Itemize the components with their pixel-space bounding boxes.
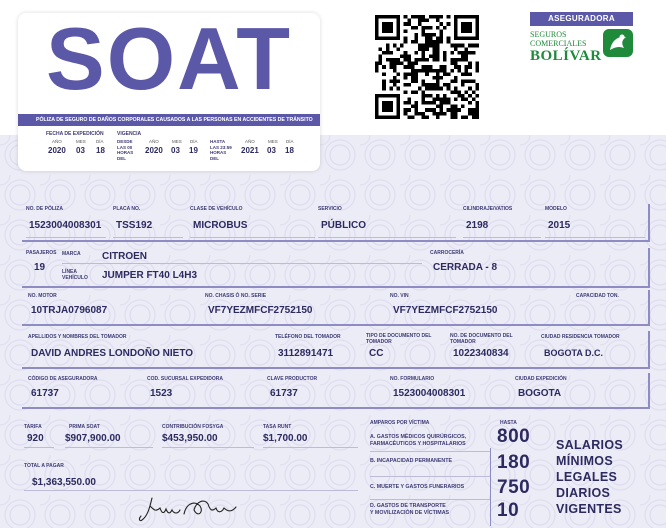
soat-logo: SOAT [46,9,292,108]
tipo-doc-label: TIPO DE DOCUMENTO DEL TOMADOR [366,333,432,345]
hasta-ano: 2021 [241,146,259,155]
modelo-label: MODELO [545,206,567,212]
clave-prod-value: 61737 [270,388,298,399]
soat-logo-card [18,9,320,171]
ano-label: AÑO [52,139,62,144]
amparo-d-label1: D. GASTOS DE TRANSPORTE [370,503,446,509]
tarifa-label: TARIFA [24,424,42,430]
vin-value: VF7YEZMFCF2752150 [393,305,498,316]
ciudad-res-value: BOGOTA D.C. [544,348,603,358]
vin-label: NO. VIN [390,293,409,299]
hasta-mes: 03 [267,146,276,155]
modelo-value: 2015 [548,220,571,231]
policy-description: PÓLIZA DE SEGURO DE DAÑOS CORPORALES CAUSADOS A LAS PERSONAS EN ACCIDENTES DE TRÁNSITO [18,114,320,126]
cilindraje-label: CILINDRAJE/VATIOS [463,206,513,212]
divider [370,476,490,477]
linea-value: JUMPER FT40 L4H3 [102,270,198,281]
num-doc-value: 1022340834 [453,348,509,359]
divider [370,499,490,500]
bolivar-emblem-icon [602,28,634,58]
motor-label: NO. MOTOR [28,293,57,299]
field-total [24,463,358,491]
insurer-line2: COMERCIALES [530,39,587,48]
field-runt [263,424,358,448]
chasis-value: VF7YEZMFCF2752150 [208,305,313,316]
chasis-label: NO. CHASIS Ó NO. SERIE [205,293,267,299]
poliza-value: 1523004008301 [29,220,102,231]
marca-value: CITROEN [102,251,147,262]
amparo-d-label2: Y MOVILIZACIÓN DE VÍCTIMAS [370,510,450,516]
prima-label: PRIMA SOAT [69,424,100,430]
amparo-a-label2: FARMACÉUTICOS Y HOSPITALARIOS [370,441,466,447]
amparo-d-value: 10 [497,500,520,521]
ciudad-exp-value: BOGOTA [518,388,562,399]
signature [138,492,248,526]
servicio-value: PÚBLICO [321,220,366,231]
tomador-value: DAVID ANDRES LONDOÑO NIETO [31,348,194,359]
placa-value: TSS192 [116,220,153,231]
amparo-d [370,503,449,517]
amparo-a [370,434,466,448]
total-label: TOTAL A PAGAR [24,463,64,469]
contribucion-value: $453,950.00 [162,433,218,444]
unit-line: MÍNIMOS [556,454,613,468]
row-box [22,204,650,242]
runt-value: $1,700.00 [263,433,308,444]
desde-ano: 2020 [145,146,163,155]
insurer-line1: SEGUROS [530,30,567,39]
cilindraje-value: 2198 [466,220,489,231]
insurer-name: BOLÍVAR [530,48,602,64]
unit-line: SALARIOS [556,438,623,452]
pasajeros-value: 19 [34,262,46,273]
linea-label: LÍNEA VEHÍCULO [62,269,88,281]
field-contribucion [162,424,254,448]
desde-dia: 19 [189,146,198,155]
expedicion-mes: 03 [76,146,85,155]
amparo-divider [490,448,491,526]
placa-label: PLACA NO. [113,206,141,212]
amparo-c-label1: C. MUERTE Y GASTOS FUNERARIOS [370,484,465,490]
divider [370,451,490,452]
motor-value: 10TRJA0796087 [31,305,108,316]
dia-label: DÍA [190,139,198,144]
amparo-c-value: 750 [497,477,531,498]
amparo-b-label1: B. INCAPACIDAD PERMANENTE [370,458,453,464]
carroceria-label: CARROCERÍA [430,250,464,256]
cod-suc-value: 1523 [150,388,173,399]
ano-label: AÑO [149,139,159,144]
mes-label: MES [268,139,278,144]
formulario-label: NO. FORMULARIO [390,376,435,382]
telefono-value: 3112891471 [278,348,334,359]
contribucion-label: CONTRIBUCIÓN FOSYGA [162,424,224,430]
num-doc-label: NO. DE DOCUMENTO DEL TOMADOR [450,333,513,345]
mes-label: MES [172,139,182,144]
runt-label: TASA RUNT [263,424,292,430]
prima-value: $907,900.00 [65,433,121,444]
marca-label: MARCA [62,251,81,257]
poliza-label: NO. DE PÓLIZA [26,206,63,212]
amparo-a-label1: A. GASTOS MÉDICOS QUIRÚRGICOS, [370,434,467,440]
row-box [22,290,650,326]
telefono-label: TELÉFONO DEL TOMADOR [275,334,341,340]
capacidad-label: CAPACIDAD TON. [576,293,619,299]
mes-label: MES [76,139,86,144]
cod-aseg-value: 61737 [31,388,59,399]
amparo-c [370,484,464,491]
expedicion-ano: 2020 [48,146,66,155]
hasta-label: HASTA [500,420,517,426]
row-box [22,373,650,409]
salarios-minimos-unit [556,437,623,517]
clase-label: CLASE DE VEHÍCULO [190,206,243,212]
aseguradora-band: ASEGURADORA [530,12,633,26]
amparos-title: AMPAROS POR VÍCTIMA [370,420,430,426]
field-tarifa [24,424,54,448]
vigencia-label: VIGENCIA [117,131,142,137]
ano-label: AÑO [245,139,255,144]
expedicion-dia: 18 [96,146,105,155]
carroceria-value: CERRADA - 8 [433,262,498,273]
desde-label: DESDE LAS 00 HORAS DEL [117,139,134,161]
unit-line: LEGALES [556,470,618,484]
hasta-label: HASTA LAS 23:59 HORAS DEL [210,139,232,161]
hasta-dia: 18 [285,146,294,155]
cod-suc-label: COD. SUCURSAL EXPEDIDORA [147,376,224,382]
desde-mes: 03 [171,146,180,155]
fecha-expedicion-label: FECHA DE EXPEDICIÓN [46,131,104,137]
pasajeros-label: PASAJEROS [26,250,57,256]
dia-label: DÍA [286,139,294,144]
amparo-b-value: 180 [497,452,531,473]
row-box [22,248,650,288]
dia-label: DÍA [96,139,104,144]
tarifa-value: 920 [27,433,44,444]
field-prima [65,424,153,448]
amparo-b [370,458,452,465]
insurer-logo-text [530,30,602,64]
tipo-doc-value: CC [369,348,384,359]
clase-value: MICROBUS [193,220,248,231]
tomador-label: APELLIDOS Y NOMBRES DEL TOMADOR [28,334,127,340]
row-box [22,331,650,369]
amparo-a-value: 800 [497,426,531,447]
ciudad-res-label: CIUDAD RESIDENCIA TOMADOR [541,334,620,340]
qr-code [375,15,479,119]
formulario-value: 1523004008301 [393,388,466,399]
unit-line: DIARIOS [556,486,611,500]
unit-line: VIGENTES [556,502,622,516]
cod-aseg-label: CÓDIGO DE ASEGURADORA [28,376,98,382]
total-value: $1,363,550.00 [32,477,96,488]
ciudad-exp-label: CIUDAD EXPEDICIÓN [515,376,567,382]
servicio-label: SERVICIO [318,206,342,212]
clave-prod-label: CLAVE PRODUCTOR [267,376,318,382]
